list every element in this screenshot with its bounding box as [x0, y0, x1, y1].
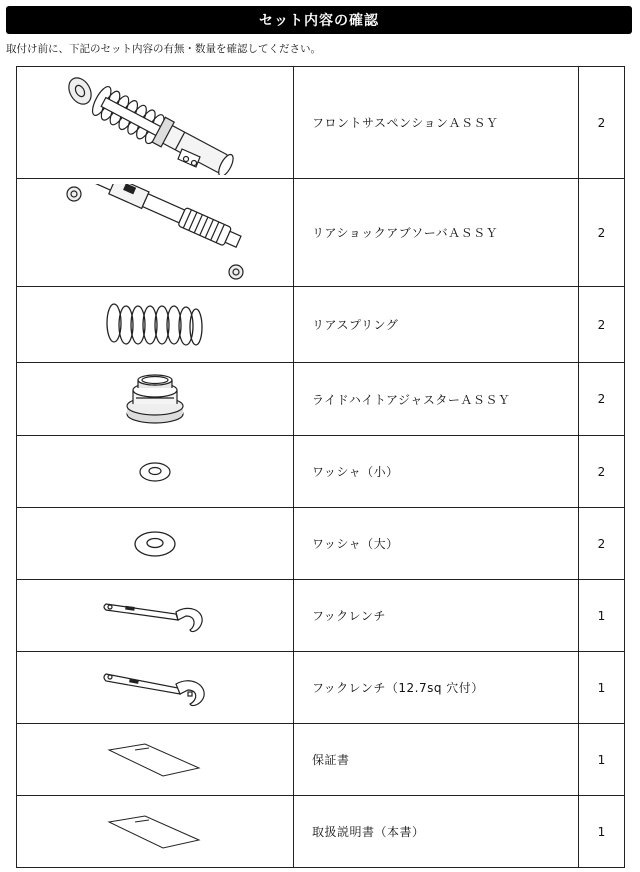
intro-text: 取付け前に、下記のセット内容の有無・数量を確認してください。	[6, 43, 321, 55]
item-image-cell	[17, 363, 294, 436]
rear-shock-absorber-icon	[60, 184, 250, 282]
item-name: ワッシャ（大）	[294, 508, 579, 580]
item-qty: 1	[579, 652, 625, 724]
table-row	[17, 508, 625, 580]
table-row	[17, 796, 625, 868]
item-name: リアショックアブソーバＡＳＳＹ	[294, 179, 579, 287]
item-name: ワッシャ（小）	[294, 436, 579, 508]
item-qty: 1	[579, 580, 625, 652]
item-name: フックレンチ	[294, 580, 579, 652]
parts-table	[16, 66, 625, 868]
item-image-cell	[17, 436, 294, 508]
item-qty: 2	[579, 179, 625, 287]
item-name: 保証書	[294, 724, 579, 796]
item-image-cell	[17, 179, 294, 287]
warranty-card-icon	[105, 740, 205, 780]
table-row	[17, 179, 625, 287]
item-name: 取扱説明書（本書）	[294, 796, 579, 868]
section-title: セット内容の確認	[259, 13, 379, 29]
item-name: フロントサスペンションＡＳＳＹ	[294, 67, 579, 179]
table-row	[17, 724, 625, 796]
item-image-cell	[17, 508, 294, 580]
large-washer-icon	[130, 529, 180, 559]
table-row	[17, 580, 625, 652]
table-row	[17, 363, 625, 436]
item-image-cell	[17, 796, 294, 868]
table-row	[17, 67, 625, 179]
table-row	[17, 652, 625, 724]
small-washer-icon	[135, 460, 175, 484]
item-image-cell	[17, 580, 294, 652]
ride-height-adjuster-icon	[120, 368, 190, 430]
item-qty: 1	[579, 724, 625, 796]
instruction-manual-icon	[105, 812, 205, 852]
item-name: ライドハイトアジャスターＡＳＳＹ	[294, 363, 579, 436]
item-image-cell	[17, 724, 294, 796]
rear-spring-icon	[100, 298, 210, 352]
section-title-bar	[6, 6, 632, 34]
front-suspension-icon	[60, 71, 250, 175]
item-qty: 1	[579, 796, 625, 868]
item-image-cell	[17, 67, 294, 179]
item-qty: 2	[579, 67, 625, 179]
item-image-cell	[17, 652, 294, 724]
table-row	[17, 287, 625, 363]
item-name: フックレンチ（12.7sq 穴付）	[294, 652, 579, 724]
item-qty: 2	[579, 436, 625, 508]
table-row	[17, 436, 625, 508]
hook-wrench-icon	[100, 596, 210, 636]
item-image-cell	[17, 287, 294, 363]
hook-wrench-square-hole-icon	[100, 666, 210, 710]
item-qty: 2	[579, 363, 625, 436]
item-qty: 2	[579, 287, 625, 363]
item-name: リアスプリング	[294, 287, 579, 363]
item-qty: 2	[579, 508, 625, 580]
